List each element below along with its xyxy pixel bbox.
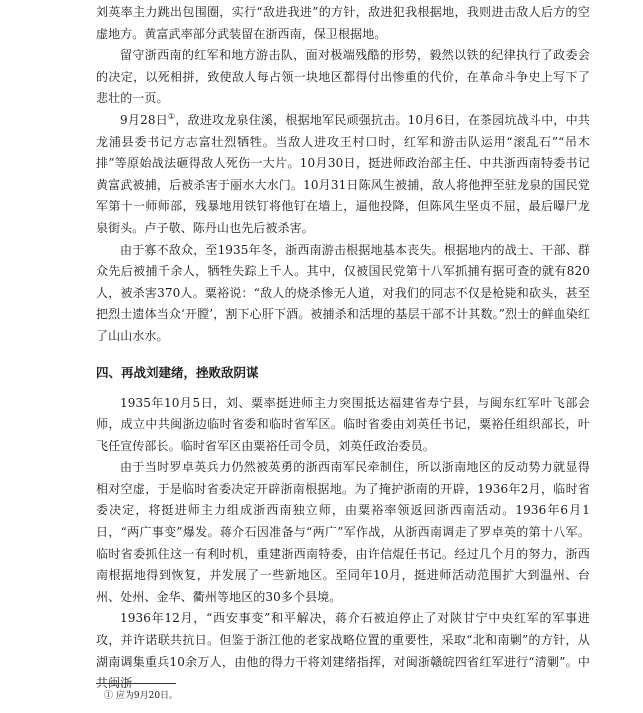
paragraph-1: 刘英率主力跳出包围圈，实行“敌进我进”的方针，敌进犯我根据地，我则进击敌人后方的空虚地方。黄富武率部分武装留在浙西南，保卫根据地。 bbox=[96, 5, 590, 41]
document-page bbox=[96, 2, 590, 695]
paragraph-3-text: ，敌进攻龙泉住溪，根据地军民顽强抗击。10月6日，在茶园坑战斗中，中共龙浦县委书记方志富壮烈牺牲。当敌人进攻王村口时，红军和游击队运用“滚乱石”“吊木排”等原始战法砸得敌人死伤一大片。10月30日，挺进师政治部主任、中共浙西南特委书记黄富武被捕，后被杀害于丽水大水门。10月31日陈风生被捕，敌人将他押至驻龙泉的国民党军第十一师师部，残暴地用铁钉将他钉在墙上，逼他投降，但陈风生坚贞不屈，最后曝尸龙泉街头。卢子敬、陈丹山也先后被杀害。 bbox=[96, 112, 590, 235]
paragraph-3 bbox=[96, 110, 590, 240]
paragraph-2: 留守浙西南的红军和地方游击队，面对极端残酷的形势，毅然以铁的纪律执行了政委会的决定，以死相拼，致使敌人每占领一块地区都得付出惨重的代价，在革命斗争史上写下了悲壮的一页。 bbox=[96, 48, 590, 106]
paragraph-4: 由于寡不敌众，至1935年冬，浙西南游击根据地基本丧失。根据地内的战士、干部、群众先后被捕千余人，牺牲失踪上千人。其中，仅被国民党第十八军抓捕有据可查的就有820人，被杀害370人。粟裕说：“敌人的烧杀惨无人道，对我们的同志不仅是枪毙和砍头，甚至把烈士遗体当众‘开膛’，割下心肝下酒。被捕杀和活埋的基层干部不计其数。”烈士的鲜血染红了山山水水。 bbox=[96, 242, 590, 343]
footnote: ① 应为9月20日。 bbox=[104, 691, 179, 701]
paragraph-3-date: 9月28日 bbox=[120, 112, 168, 127]
paragraph-5: 1935年10月5日，刘、粟率挺进师主力突围抵达福建省寿宁县，与闽东红军叶飞部会师，成立中共闽浙边临时省委和临时省军区。临时省委由刘英任书记，粟裕任组织部长，叶飞任宣传部长。临时省军区由粟裕任司令员，刘英任政治委员。 bbox=[96, 395, 590, 453]
footnote-divider bbox=[96, 683, 176, 684]
section-heading: 四、再战刘建绪，挫败敌阴谋 bbox=[96, 364, 259, 380]
paragraph-6: 由于当时罗卓英兵力仍然被英勇的浙西南军民牵制住，所以浙南地区的反动势力就显得相对空虚，于是临时省委决定开辟浙南根据地。为了掩护浙南的开辟，1936年2月，临时省委决定，将挺进师主力组成浙西南独立师，由粟裕率领返回浙西南活动。1936年6月1日，“两广事变”爆发。蒋介石因准备与“两广”军作战，从浙西南调走了罗卓英的第十八军。临时省委抓住这一有利时机，重建浙西南特委，由许信焜任书记。经过几个月的努力，浙西南根据地得到恢复，并发展了一些新地区。至同年10月，挺进师活动范围扩大到温州、台州、处州、金华、衢州等地区的30多个县境。 bbox=[96, 460, 590, 604]
footnote-reference[interactable]: ① bbox=[167, 111, 176, 121]
paragraph-7: 1936年12月，“西安事变”和平解决，蒋介石被迫停止了对陕甘宁中央红军的军事进攻，并许诺联共抗日。但鉴于浙江他的老家战略位置的重要性，采取“北和南剿”的方针，从湖南调集重兵10余万人，由他的得力干将刘建绪指挥，对闽浙赣皖四省红军进行“清剿”。中共闽浙 bbox=[96, 611, 590, 691]
